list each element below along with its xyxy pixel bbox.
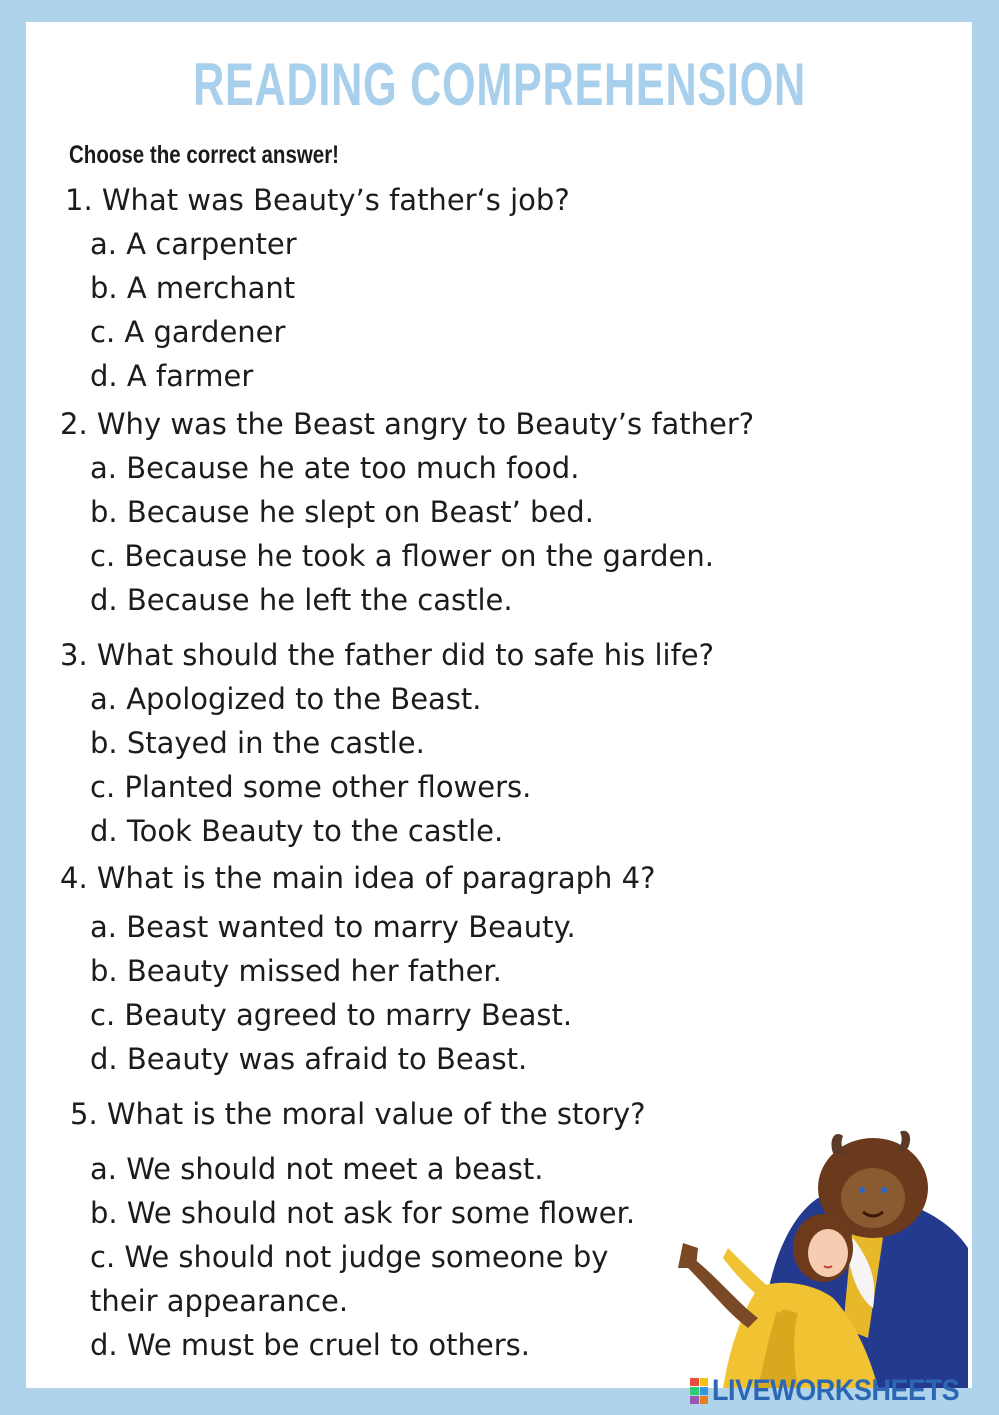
question-5-option-a: a. We should not meet a beast. (90, 1152, 544, 1186)
question-4-option-b: b. Beauty missed her father. (90, 954, 502, 988)
question-1-option-d: d. A farmer (90, 359, 254, 393)
question-1-option-c: c. A gardener (90, 315, 286, 349)
question-5-option-c-continued: their appearance. (90, 1284, 349, 1318)
liveworksheets-cube-icon (690, 1378, 708, 1404)
question-5: 5. What is the moral value of the story? (70, 1097, 646, 1131)
question-3-option-a: a. Apologized to the Beast. (90, 682, 482, 716)
question-3: 3. What should the father did to safe his life? (60, 638, 715, 672)
watermark-text: LIVEWORKSHEETS (712, 1374, 960, 1407)
instructions: Choose the correct answer! (69, 141, 339, 169)
liveworksheets-logo (690, 1374, 987, 1408)
question-1: 1. What was Beauty’s father‘s job? (65, 183, 570, 217)
question-5-option-c: c. We should not judge someone by (90, 1240, 609, 1274)
beast-eye-right (881, 1187, 887, 1193)
question-2-option-a: a. Because he ate too much food. (90, 451, 580, 485)
beast-horn-left (831, 1134, 846, 1156)
question-1-option-a: a. A carpenter (90, 227, 297, 261)
question-3-option-d: d. Took Beauty to the castle. (90, 814, 504, 848)
question-2: 2. Why was the Beast angry to Beauty’s father? (60, 407, 755, 441)
question-3-option-c: c. Planted some other flowers. (90, 770, 532, 804)
question-2-option-d: d. Because he left the castle. (90, 583, 513, 617)
beast-eye-left (859, 1187, 865, 1193)
question-2-option-c: c. Because he took a flower on the garden. (90, 539, 714, 573)
question-1-option-b: b. A merchant (90, 271, 296, 305)
question-4: 4. What is the main idea of paragraph 4? (60, 861, 656, 895)
question-2-option-b: b. Because he slept on Beast’ bed. (90, 495, 594, 529)
question-5-option-d: d. We must be cruel to others. (90, 1328, 530, 1362)
beauty-and-beast-illustration (668, 1128, 968, 1388)
page-title: READING COMPREHENSION (193, 51, 806, 118)
question-4-option-a: a. Beast wanted to marry Beauty. (90, 910, 576, 944)
question-3-option-b: b. Stayed in the castle. (90, 726, 425, 760)
beauty-face (808, 1229, 848, 1277)
question-5-option-b: b. We should not ask for some flower. (90, 1196, 636, 1230)
question-4-option-d: d. Beauty was afraid to Beast. (90, 1042, 528, 1076)
beast-face (841, 1168, 905, 1228)
question-4-option-c: c. Beauty agreed to marry Beast. (90, 998, 573, 1032)
